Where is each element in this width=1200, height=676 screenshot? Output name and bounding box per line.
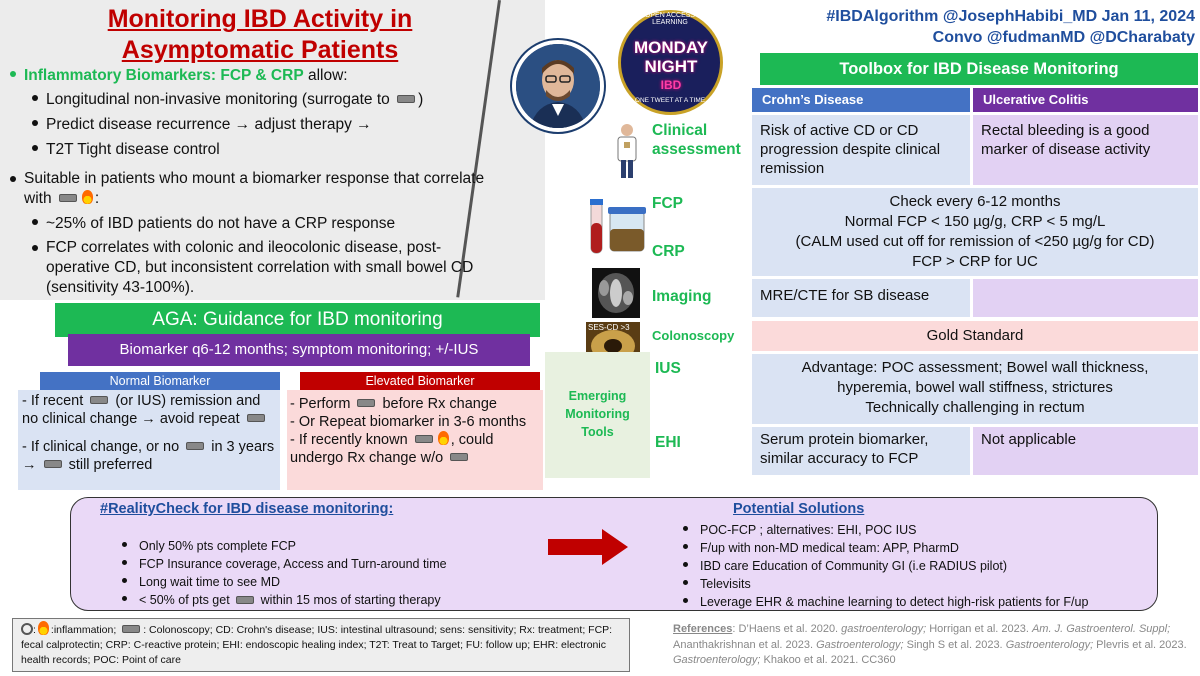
solutions-list xyxy=(683,521,1158,611)
allow-item: Predict disease recurrence → adjust therapy → xyxy=(32,115,510,135)
solution-item: IBD care Education of Community GI (i.e RADIUS pilot) xyxy=(683,557,1158,575)
row-label-fcp: FCP xyxy=(652,195,683,212)
page-title: Monitoring IBD Activity in Asymptomatic Patients xyxy=(107,5,413,64)
solution-item: F/up with non-MD medical team: APP, PharmD xyxy=(683,539,1158,557)
allow-list xyxy=(10,90,510,160)
imaging-cd-cell: MRE/CTE for SB disease xyxy=(752,279,970,317)
allow-item: T2T Tight disease control xyxy=(32,140,510,160)
toolbox-title: Toolbox for IBD Disease Monitoring xyxy=(760,53,1198,85)
normal-biomarker-box xyxy=(18,390,280,490)
solution-item: Leverage EHR & machine learning to detect high-risk patients for F/up xyxy=(683,593,1158,611)
colonoscope-icon xyxy=(236,596,254,604)
colonoscope-icon xyxy=(59,194,77,202)
row-label-colonoscopy: Colonoscopy xyxy=(652,328,735,343)
uc-column-header: Ulcerative Colitis xyxy=(973,88,1198,112)
colonoscope-icon xyxy=(44,460,62,468)
logo-main-text: MONDAY NIGHT IBD xyxy=(634,38,708,92)
clinical-cd-cell: Risk of active CD or CD progression despite clinical remission xyxy=(752,115,970,185)
reality-item: FCP Insurance coverage, Access and Turn-around time xyxy=(122,555,552,573)
imaging-uc-cell xyxy=(973,279,1198,317)
reality-check-title: #RealityCheck for IBD disease monitoring: xyxy=(100,501,394,517)
row-label-ehi: EHI xyxy=(655,434,681,451)
imaging-icon xyxy=(592,268,640,323)
flame-icon xyxy=(82,190,93,204)
solution-item: POC-FCP ; alternatives: EHI, POC IUS xyxy=(683,521,1158,539)
flame-icon xyxy=(438,431,449,445)
allow-item: Longitudinal non-invasive monitoring (surrogate to ) xyxy=(32,90,510,110)
arrow-right-icon xyxy=(548,527,630,572)
ehi-cd-cell: Serum protein biomarker, similar accuracy to FCP xyxy=(752,427,970,475)
suitable-sublist xyxy=(10,214,510,298)
normal-item-1: - If recent (or IUS) remission and no clinical change → avoid repeat xyxy=(22,392,276,428)
normal-item-2: - If clinical change, or no in 3 years → still preferred xyxy=(22,439,275,473)
row-label-ius: IUS xyxy=(655,360,681,377)
reality-check-list xyxy=(122,537,552,609)
row-label-clinical-assessment: Clinical assessment xyxy=(652,122,741,158)
colonoscope-icon xyxy=(357,399,375,407)
biomarkers-heading: Inflammatory Biomarkers: FCP & CRP allow: xyxy=(10,66,510,86)
clinical-uc-cell: Rectal bleeding is a good marker of disease activity xyxy=(973,115,1198,185)
author-photo xyxy=(512,40,604,132)
crohns-column-header: Crohn’s Disease xyxy=(752,88,970,112)
bullet-icon xyxy=(10,71,16,77)
elevated-item-2: - Or Repeat biomarker in 3-6 months xyxy=(290,414,527,430)
header-convo-line: Convo @fudmanMD @DCharabaty xyxy=(932,29,1195,46)
fcp-crp-cell: Check every 6-12 months Normal FCP < 150 µg/g, CRP < 5 mg/L (CALM used cut off for remission of <250 µg/g for CD) FCP > CRP for UC xyxy=(752,188,1198,276)
colonoscope-icon xyxy=(186,442,204,450)
row-label-crp: CRP xyxy=(652,243,685,260)
normal-biomarker-header: Normal Biomarker xyxy=(40,372,280,390)
reality-item: < 50% of pts get within 15 mos of starting therapy xyxy=(122,591,552,609)
potential-solutions-title: Potential Solutions xyxy=(733,501,865,517)
ehi-uc-cell: Not applicable xyxy=(973,427,1198,475)
colonoscope-icon xyxy=(450,453,468,461)
elevated-biomarker-box xyxy=(287,390,543,490)
colonoscope-icon xyxy=(122,625,140,633)
elevated-item-3: - If recently known , could undergo Rx change w/o xyxy=(290,432,494,466)
biomarkers-section xyxy=(10,66,510,298)
colonoscopy-cell: Gold Standard xyxy=(752,321,1198,351)
elevated-item-1: - Perform before Rx change xyxy=(290,396,497,412)
suitable-item: Suitable in patients who mount a biomarker response that correlate with : xyxy=(10,169,510,209)
colonoscope-icon xyxy=(90,396,108,404)
colonoscope-icon xyxy=(247,414,265,422)
logo-bottom-text: ONE TWEET AT A TIME xyxy=(634,97,706,104)
colonoscope-icon xyxy=(397,95,415,103)
ses-cd-label: SES-CD >3 xyxy=(588,323,630,332)
aga-guidance-title: AGA: Guidance for IBD monitoring xyxy=(55,303,540,337)
sub-item: ~25% of IBD patients do not have a CRP response xyxy=(32,214,510,234)
colonoscope-icon xyxy=(415,435,433,443)
references: References: D’Haens et al. 2020. gastroenterology; Horrigan et al. 2023. Am. J. Gastroenterol. Suppl; Ananthakrishnan et al. 2023. Gastroenterology; Singh S et al. 2023. Gastroenterology; Plevris et al. 2023. Gastroenterology; Khakoo et al. 2021. CC360 xyxy=(673,623,1187,666)
abbreviations-legend: : :inflammation; : Colonoscopy; CD: Crohn's disease; IUS: intestinal ultrasound; sens: sensitivity; Rx: treatment; FCP: fecal calprotectin; CRP: C-reactive protein; EHI: endoscopic healing index; T2T: Treat to Target; FU: follow up; EHR: electronic health records; POC: Point of care xyxy=(12,618,630,672)
sub-item: FCP correlates with colonic and ileocolonic disease, post-operative CD, but inconsistent correlation with small bowel CD (sensitivity 43-100%). xyxy=(32,238,510,298)
emerging-tools-label: Emerging Monitoring Tools xyxy=(565,389,630,439)
flame-icon xyxy=(38,621,49,635)
reality-item: Only 50% pts complete FCP xyxy=(122,537,552,555)
magnifier-icon xyxy=(21,623,33,635)
header-hashtag-line: #IBDAlgorithm @JosephHabibi_MD Jan 11, 2024 xyxy=(826,8,1195,25)
elevated-biomarker-header: Elevated Biomarker xyxy=(300,372,540,390)
test-tubes-icon xyxy=(588,197,648,262)
reality-item: Long wait time to see MD xyxy=(122,573,552,591)
logo-top-text: OPEN ACCESS LEARNING xyxy=(644,12,696,26)
doctor-icon xyxy=(612,122,642,187)
ius-cell: Advantage: POC assessment; Bowel wall thickness, hyperemia, bowel wall stiffness, strictures Technically challenging in rectum xyxy=(752,354,1198,424)
row-label-imaging: Imaging xyxy=(652,288,712,305)
solution-item: Televisits xyxy=(683,575,1158,593)
aga-guidance-subtitle: Biomarker q6-12 months; symptom monitoring; +/-IUS xyxy=(68,334,530,366)
